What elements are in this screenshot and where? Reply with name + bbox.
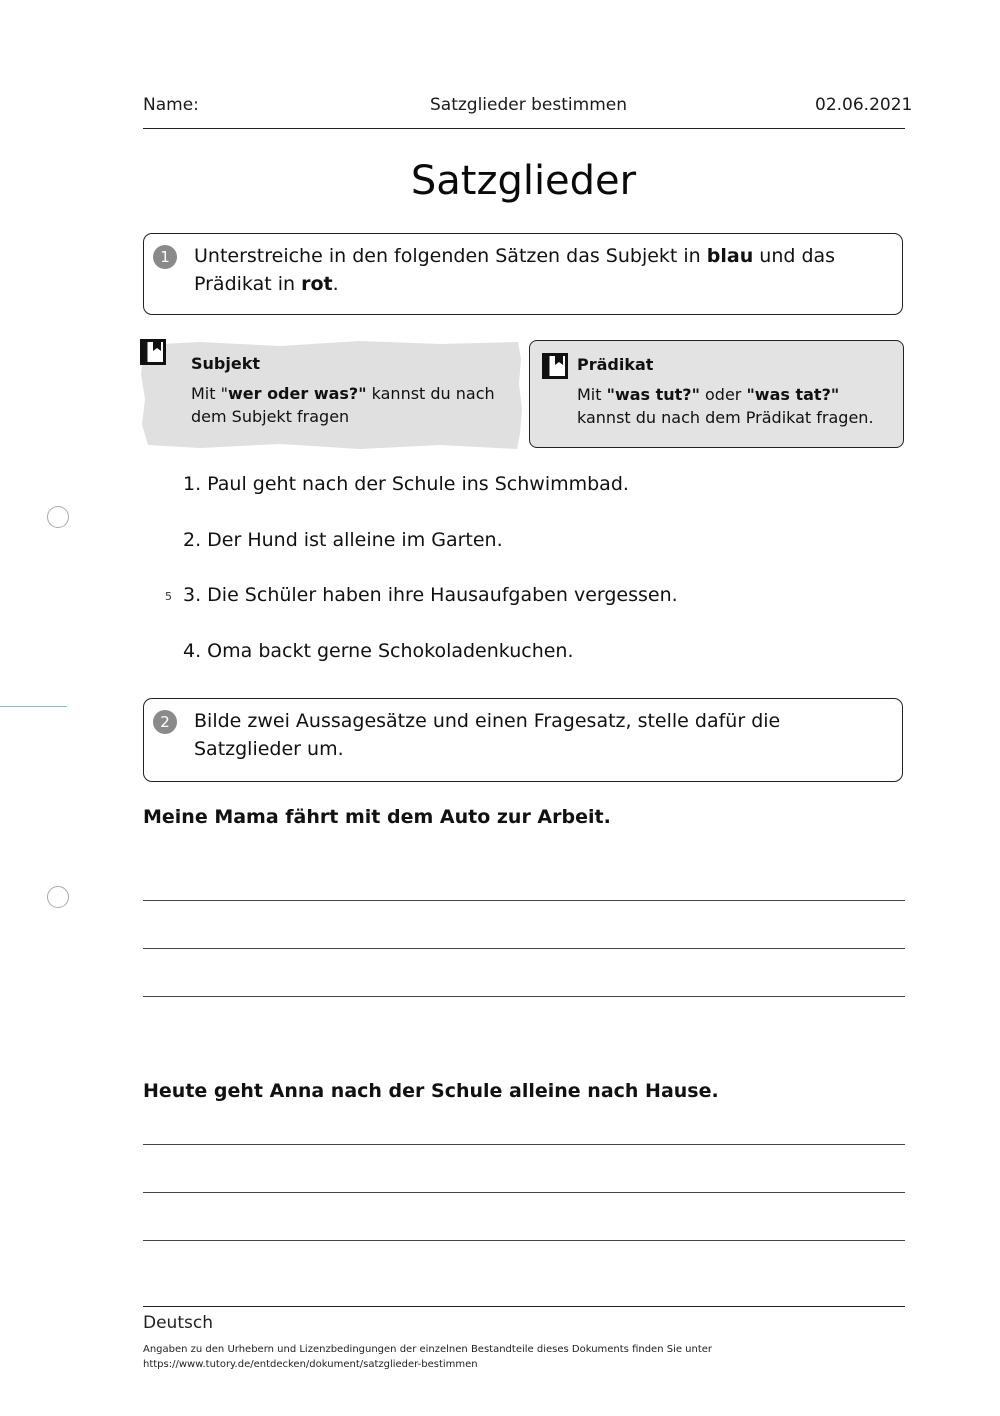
punch-hole-mark <box>47 506 69 528</box>
book-icon <box>140 339 166 365</box>
license-url[interactable]: https://www.tutory.de/entdecken/dokument/satzglieder-bestimmen <box>143 1359 478 1370</box>
exercise-sentence: 4. Oma backt gerne Schokoladenkuchen. <box>183 640 574 662</box>
writing-line[interactable] <box>143 996 905 997</box>
fold-mark <box>0 706 67 707</box>
task-instruction: Unterstreiche in den folgenden Sätzen das Subjekt in blau und das Prädikat in rot. <box>194 245 836 295</box>
license-note: Angaben zu den Urhebern und Lizenzbedingungen der einzelnen Bestandteile dieses Dokuments finden Sie unter <box>143 1344 713 1355</box>
line-number: 5 <box>165 590 172 603</box>
subject-label: Deutsch <box>143 1313 213 1333</box>
punch-hole-mark <box>47 886 69 908</box>
footer-divider <box>143 1306 905 1307</box>
info-card-text: Mit "wer oder was?" kannst du nach dem Subjekt fragen <box>191 384 495 426</box>
document-date: 02.06.2021 <box>815 95 913 115</box>
sentence-prompt: Meine Mama fährt mit dem Auto zur Arbeit. <box>143 806 611 828</box>
task-box-2 <box>143 698 903 782</box>
header-divider <box>143 128 905 129</box>
sentence-prompt: Heute geht Anna nach der Schule alleine nach Hause. <box>143 1080 719 1102</box>
writing-line[interactable] <box>143 1240 905 1241</box>
task-number-badge: 2 <box>153 710 177 734</box>
info-card-title: Subjekt <box>191 354 260 373</box>
info-card-subjekt <box>140 339 522 451</box>
task-number-badge: 1 <box>153 245 177 269</box>
writing-line[interactable] <box>143 1144 905 1145</box>
book-icon <box>542 353 568 379</box>
task-box-1 <box>143 233 903 315</box>
info-card-title: Prädikat <box>577 355 654 374</box>
info-card-text: Mit "was tut?" oder "was tat?" kannst du nach dem Prädikat fragen. <box>577 385 874 427</box>
writing-line[interactable] <box>143 1192 905 1193</box>
info-card-praedikat <box>529 340 904 448</box>
name-label: Name: <box>143 95 199 115</box>
exercise-sentence: 2. Der Hund ist alleine im Garten. <box>183 529 503 551</box>
page-title: Satzglieder <box>410 158 637 204</box>
exercise-sentence: 1. Paul geht nach der Schule ins Schwimmbad. <box>183 473 629 495</box>
task-instruction: Bilde zwei Aussagesätze und einen Fragesatz, stelle dafür die Satzglieder um. <box>194 710 781 760</box>
writing-line[interactable] <box>143 948 905 949</box>
exercise-sentence: 3. Die Schüler haben ihre Hausaufgaben vergessen. <box>183 584 678 606</box>
document-title: Satzglieder bestimmen <box>430 95 627 115</box>
writing-line[interactable] <box>143 900 905 901</box>
